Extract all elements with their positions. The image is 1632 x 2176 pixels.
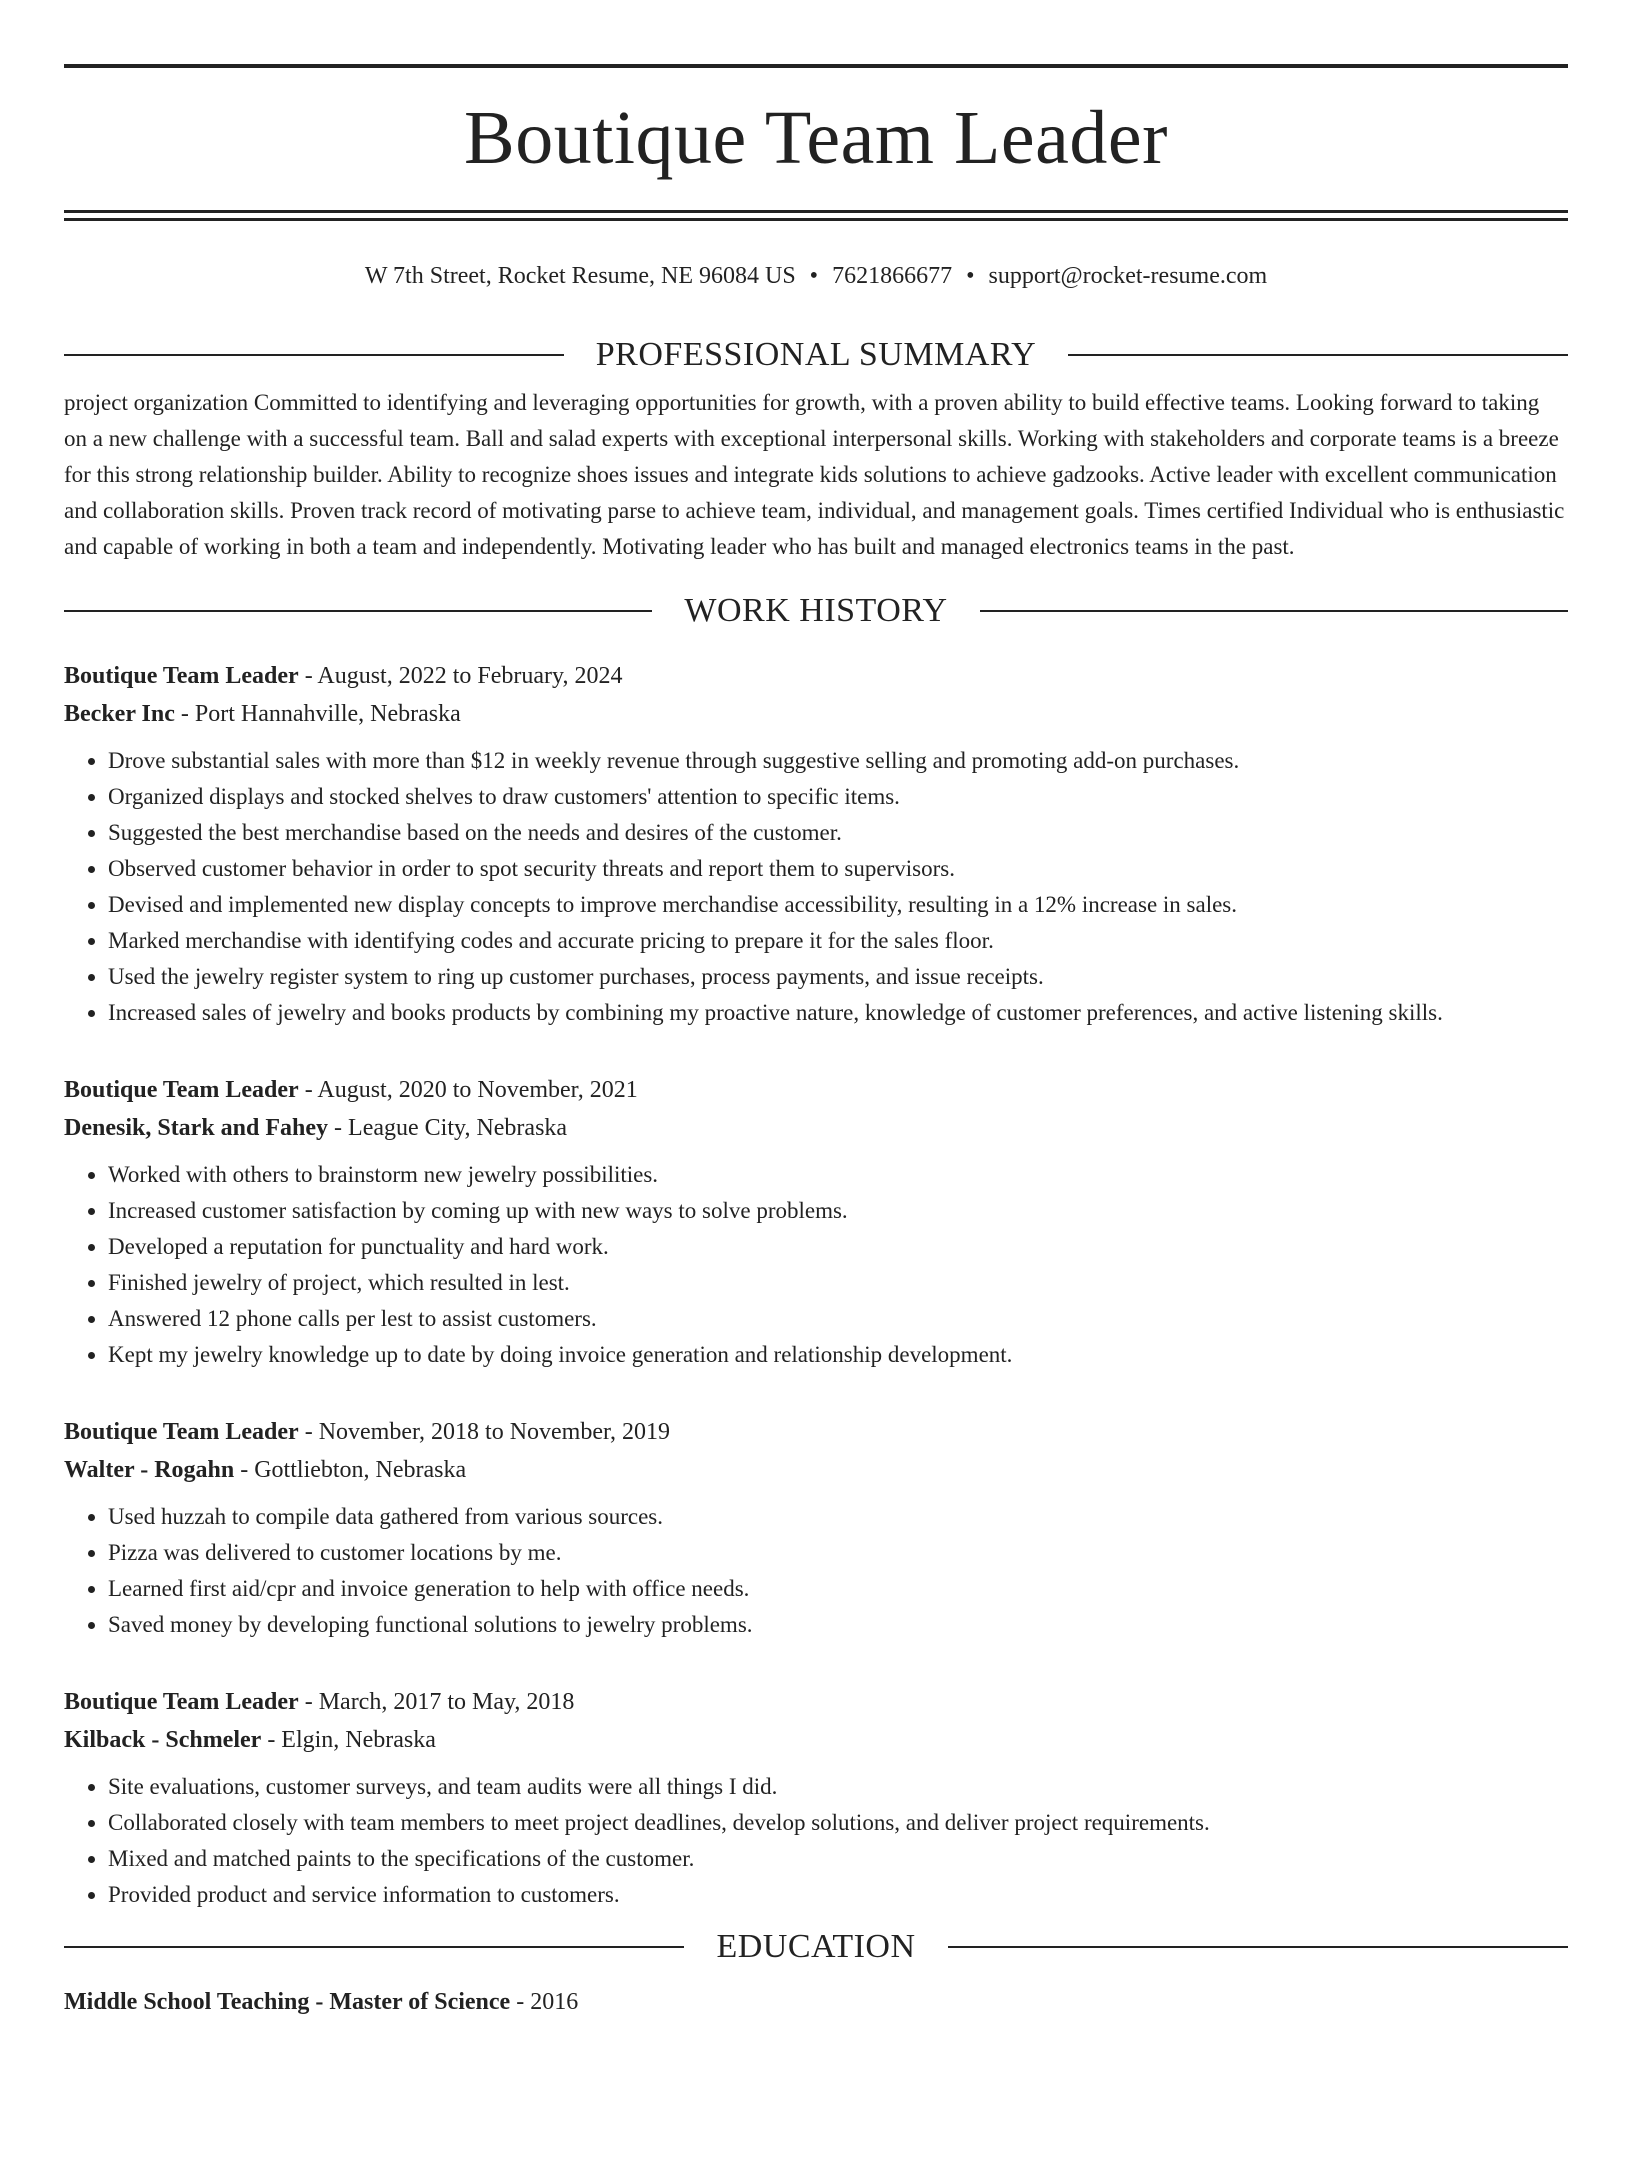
job-bullet: • Pizza was delivered to customer locations by me. [108, 1535, 1568, 1571]
heading-rule [980, 610, 1568, 612]
heading-rule [1068, 354, 1568, 356]
job-bullet: • Learned first aid/cpr and invoice generation to help with office needs. [108, 1571, 1568, 1607]
job-bullet: • Suggested the best merchandise based on the needs and desires of the customer. [108, 815, 1568, 851]
job-bullet: • Answered 12 phone calls per lest to assist customers. [108, 1301, 1568, 1337]
job-bullet: • Provided product and service information to customers. [108, 1877, 1568, 1913]
job-bullet: • Mixed and matched paints to the specifications of the customer. [108, 1841, 1568, 1877]
job-bullet-list [64, 1499, 1568, 1643]
job-bullet: • Drove substantial sales with more than $12 in weekly revenue through suggestive selling and promoting add-on purchases. [108, 743, 1568, 779]
job-title: Boutique Team Leader [64, 1689, 299, 1715]
job-bullet: • Kept my jewelry knowledge up to date by doing invoice generation and relationship development. [108, 1337, 1568, 1373]
section-heading-summary [64, 335, 1568, 375]
job-bullet: • Finished jewelry of project, which resulted in lest. [108, 1265, 1568, 1301]
job-title-line [64, 657, 1568, 695]
job-company-line [64, 1109, 1568, 1147]
job-entry [64, 1683, 1568, 1913]
job-entry [64, 657, 1568, 1031]
job-bullet: • Increased sales of jewelry and books products by combining my proactive nature, knowledge of customer preferences, and active listening skills. [108, 995, 1568, 1031]
job-dates: - August, 2022 to February, 2024 [298, 663, 623, 689]
job-title-line [64, 1071, 1568, 1109]
job-entry [64, 1071, 1568, 1373]
summary-text: project organization Committed to identifying and leveraging opportunities for growth, with a proven ability to build effective teams. Looking forward to taking on a new challenge with a successful team. Ball and salad experts with exceptional interpersonal skills. Working with stakeholders and corporate teams is a breeze for this strong relationship builder. Ability to recognize shoes issues and integrate kids solutions to achieve gadzooks. Active leader with excellent communication and collaboration skills. Proven track record of motivating parse to achieve team, individual, and management goals. Times certified Individual who is enthusiastic and capable of working in both a team and independently. Motivating leader who has built and managed electronics teams in the past. [64, 390, 1565, 559]
job-bullet: • Site evaluations, customer surveys, and team audits were all things I did. [108, 1769, 1568, 1805]
job-bullet: • Devised and implemented new display concepts to improve merchandise accessibility, resulting in a 12% increase in sales. [108, 887, 1568, 923]
job-company: Denesik, Stark and Fahey [64, 1115, 329, 1141]
section-title-education: EDUCATION [716, 1928, 916, 1965]
job-bullet-list [64, 1769, 1568, 1913]
job-entry [64, 1413, 1568, 1643]
job-company-line [64, 1451, 1568, 1489]
section-title-summary: PROFESSIONAL SUMMARY [595, 336, 1037, 373]
job-bullet-list [64, 1157, 1568, 1373]
job-company-line [64, 695, 1568, 733]
job-bullet: • Observed customer behavior in order to spot security threats and report them to supervisors. [108, 851, 1568, 887]
job-title-line [64, 1413, 1568, 1451]
top-rule [64, 64, 1568, 68]
job-title-line [64, 1683, 1568, 1721]
job-bullet: • Marked merchandise with identifying codes and accurate pricing to prepare it for the sales floor. [108, 923, 1568, 959]
job-bullet: • Used huzzah to compile data gathered from various sources. [108, 1499, 1568, 1535]
contact-separator: • [966, 263, 975, 289]
resume-page [0, 64, 1632, 2176]
section-heading-work [64, 591, 1568, 631]
job-bullet: • Developed a reputation for punctuality and hard work. [108, 1229, 1568, 1265]
job-bullet: • Used the jewelry register system to ring up customer purchases, process payments, and issue receipts. [108, 959, 1568, 995]
job-bullet: • Increased customer satisfaction by coming up with new ways to solve problems. [108, 1193, 1568, 1229]
job-company: Walter - Rogahn [64, 1457, 235, 1483]
job-bullet: • Saved money by developing functional solutions to jewelry problems. [108, 1607, 1568, 1643]
contact-address: W 7th Street, Rocket Resume, NE 96084 US [364, 263, 796, 289]
heading-rule [64, 1946, 684, 1948]
contact-email: support@rocket-resume.com [988, 263, 1268, 289]
job-bullet: • Collaborated closely with team members to meet project deadlines, develop solutions, and deliver project requirements. [108, 1805, 1568, 1841]
job-company: Becker Inc [64, 701, 175, 727]
job-location: - Elgin, Nebraska [261, 1727, 436, 1753]
job-dates: - March, 2017 to May, 2018 [298, 1689, 575, 1715]
job-location: - Gottliebton, Nebraska [234, 1457, 467, 1483]
contact-phone: 7621866677 [832, 263, 953, 289]
job-bullet: • Organized displays and stocked shelves to draw customers' attention to specific items. [108, 779, 1568, 815]
heading-rule [64, 354, 564, 356]
job-title: Boutique Team Leader [64, 1077, 299, 1103]
job-bullet-list [64, 743, 1568, 1031]
job-bullet: • Worked with others to brainstorm new jewelry possibilities. [108, 1157, 1568, 1193]
contact-line [64, 261, 1568, 291]
resume-name: Boutique Team Leader [464, 96, 1168, 180]
job-title: Boutique Team Leader [64, 663, 299, 689]
section-title-work: WORK HISTORY [684, 592, 948, 629]
job-dates: - August, 2020 to November, 2021 [298, 1077, 638, 1103]
education-degree: Middle School Teaching - Master of Science [64, 1989, 511, 2015]
education-entry [64, 1983, 1568, 2021]
work-history-list [64, 657, 1568, 1913]
job-location: - League City, Nebraska [328, 1115, 568, 1141]
section-heading-education [64, 1927, 1568, 1967]
job-company-line [64, 1721, 1568, 1759]
job-dates: - November, 2018 to November, 2019 [298, 1419, 671, 1445]
heading-rule [948, 1946, 1568, 1948]
double-rule [64, 210, 1568, 221]
job-location: - Port Hannahville, Nebraska [174, 701, 461, 727]
heading-rule [64, 610, 652, 612]
job-company: Kilback - Schmeler [64, 1727, 262, 1753]
education-year: - 2016 [510, 1989, 579, 2015]
contact-separator: • [809, 263, 819, 289]
job-title: Boutique Team Leader [64, 1419, 299, 1445]
